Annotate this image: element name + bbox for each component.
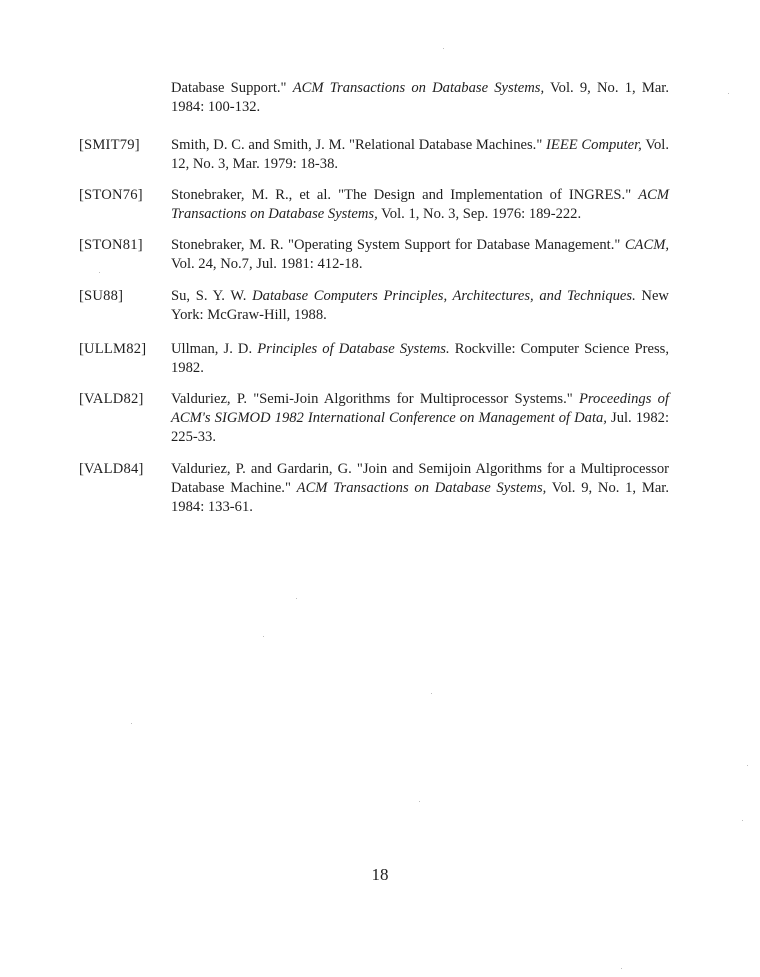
scan-speck [296, 598, 297, 599]
scan-speck [263, 636, 264, 637]
reference-body [171, 186, 669, 224]
reference-key: [STON76] [79, 187, 143, 203]
reference-key: [STON81] [79, 237, 143, 253]
scan-speck [419, 801, 420, 802]
continuation-details: Vol. 9, No. 1, Mar. 1984: 100-132. [171, 80, 669, 115]
reference-key: [VALD82] [79, 391, 144, 407]
reference-continuation [171, 79, 669, 117]
scan-speck [742, 820, 743, 821]
scan-speck [131, 723, 132, 724]
reference-authors-title: Valduriez, P. "Semi-Join Algorithms for Multiprocessor Systems." [171, 391, 579, 407]
scan-speck [747, 765, 748, 766]
scan-speck [431, 693, 432, 694]
scan-speck [621, 968, 622, 969]
reference-details: Vol. 24, No.7, Jul. 1981: 412-18. [171, 256, 363, 272]
reference-authors-title: Stonebraker, M. R., et al. "The Design and Implementation of INGRES." [171, 187, 639, 203]
reference-source: ACM Transactions on Database Systems, [171, 187, 669, 222]
reference-body [171, 460, 669, 517]
reference-authors: Ullman, J. D. [171, 341, 258, 357]
reference-authors-title: Valduriez, P. and Gardarin, G. "Join and Semijoin Algorithms for a Multiprocessor Database Machine." [171, 461, 669, 496]
reference-details: Vol. 1, No. 3, Sep. 1976: 189-222. [377, 206, 582, 222]
reference-body [171, 390, 669, 447]
scan-speck [99, 272, 100, 273]
reference-details: Rockville: Computer Science Press, 1982. [171, 341, 669, 376]
reference-source: CACM, [624, 237, 669, 253]
reference-source: Proceedings of ACM's SIGMOD 1982 International Conference on Management of Data, [171, 391, 669, 426]
reference-details: Vol. 9, No. 1, Mar. 1984: 133-61. [171, 480, 669, 515]
reference-source: IEEE Computer, [546, 137, 642, 153]
reference-body [171, 287, 669, 325]
reference-source: Principles of Database Systems. [257, 341, 450, 357]
reference-details: New York: McGraw-Hill, 1988. [171, 288, 669, 323]
reference-details: Jul. 1982: 225-33. [171, 410, 670, 445]
reference-key: [ULLM82] [79, 341, 147, 357]
reference-key: [VALD84] [79, 461, 144, 477]
reference-authors-title: Smith, D. C. and Smith, J. M. "Relational Database Machines." [171, 137, 547, 153]
reference-body [171, 340, 669, 378]
reference-key: [SMIT79] [79, 137, 140, 153]
reference-source: Database Computers Principles, Architectures, and Techniques. [252, 288, 636, 304]
continuation-journal: ACM Transactions on Database Systems, [292, 80, 545, 96]
reference-authors: Su, S. Y. W. [171, 288, 253, 304]
scan-speck [443, 48, 444, 49]
reference-authors-title: Stonebraker, M. R. "Operating System Support for Database Management." [171, 237, 625, 253]
reference-source: ACM Transactions on Database Systems, [296, 480, 547, 496]
reference-body [171, 236, 669, 274]
continuation-text: Database Support." [171, 80, 293, 96]
reference-key: [SU88] [79, 288, 124, 304]
reference-details: Vol. 12, No. 3, Mar. 1979: 18-38. [171, 137, 669, 172]
page-number: 18 [371, 865, 389, 884]
reference-body [171, 136, 669, 174]
scan-speck [728, 93, 729, 94]
